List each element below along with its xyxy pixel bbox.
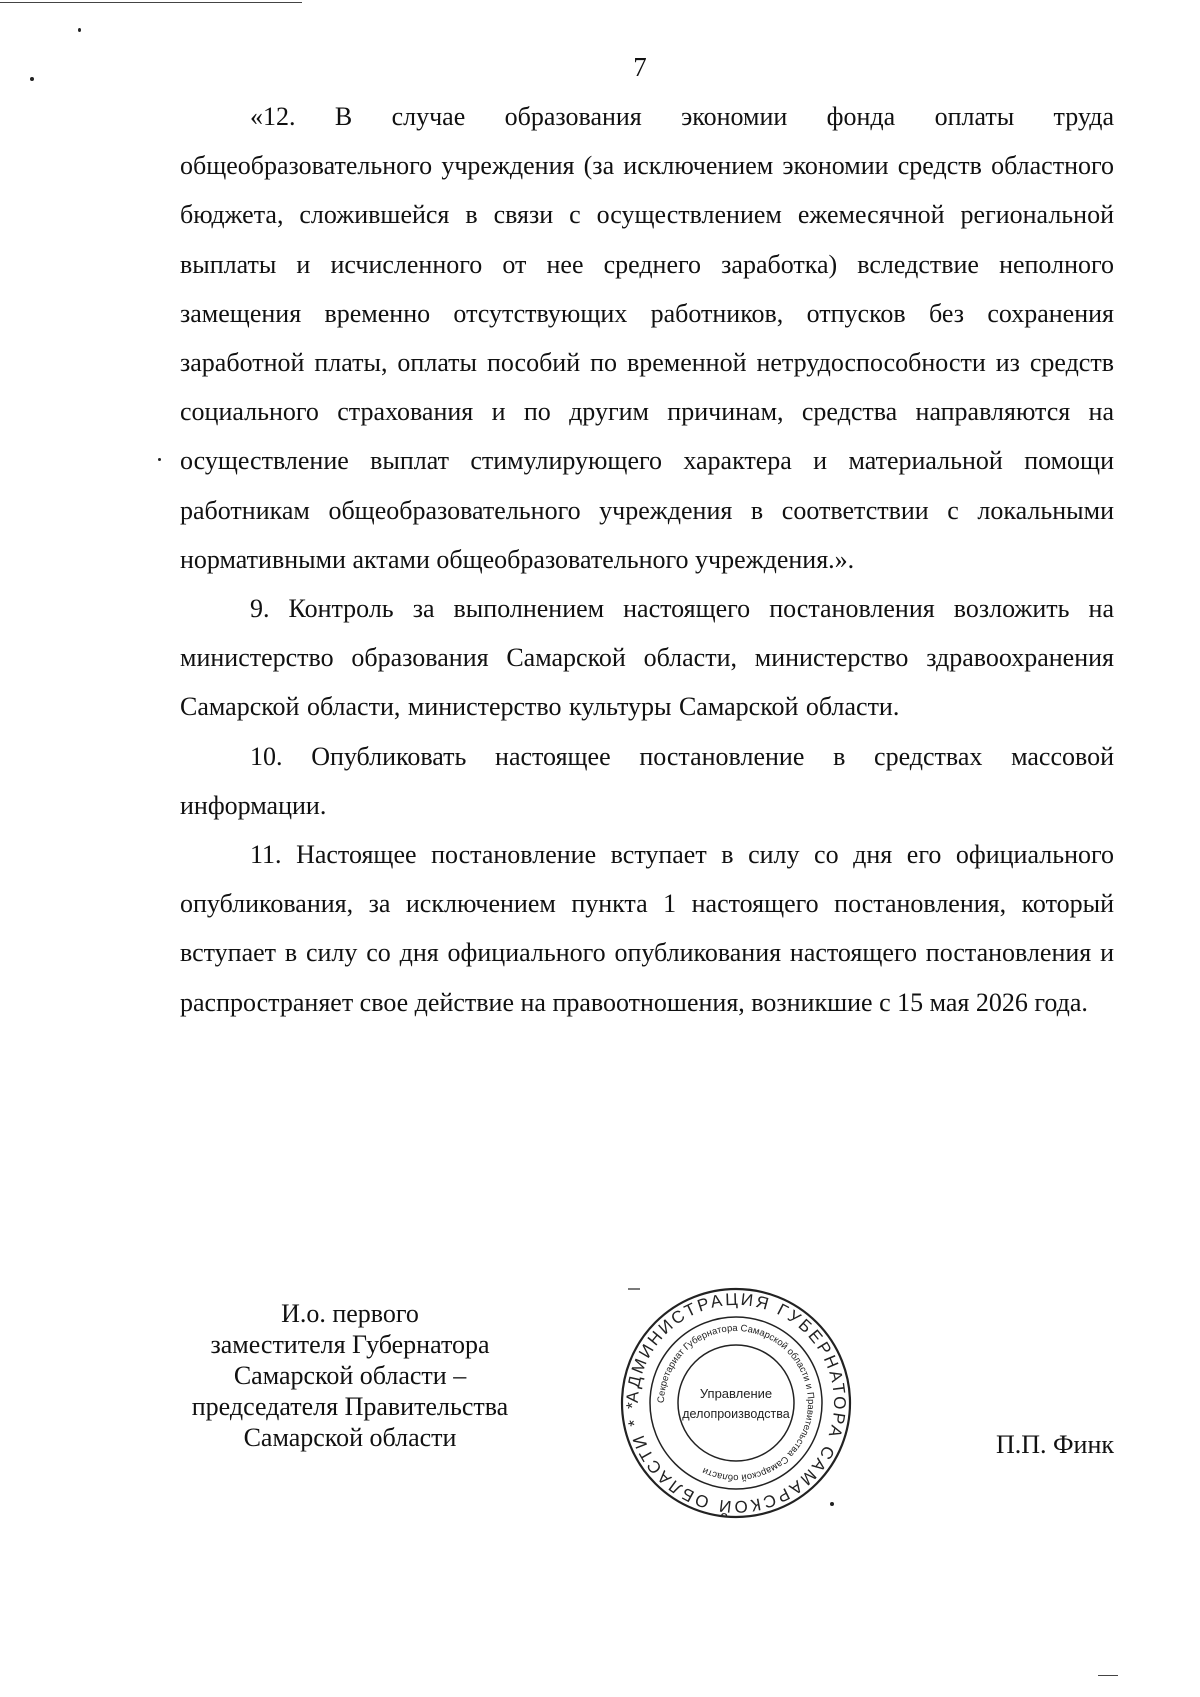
seal-outer-text: АДМИНИСТРАЦИЯ ГУБЕРНАТОРА САМАРСКОЙ ОБЛАСТИ * * — [622, 1289, 850, 1517]
position-line: заместителя Губернатора — [210, 1330, 490, 1359]
position-line: председателя Правительства — [191, 1392, 509, 1421]
seal-inner-text: Секретариат Губернатора Самарской области и Правительства Самарской области — [655, 1322, 817, 1484]
seal-center-line-2: делопроизводства — [682, 1407, 790, 1421]
position-line: Самарской области – — [233, 1361, 467, 1390]
position-line: И.о. первого — [281, 1299, 419, 1328]
paragraph-item-11: 11. Настоящее постановление вступает в силу со дня его официального опубликования, за исключением пункта 1 настоящего постановления, который вступает в силу со дня официального опубликования настоящего постановления и распространяет свое действие на правоотношения, возникшие с 15 мая 2026 года. — [180, 840, 1114, 1017]
paragraph-item-9: 9. Контроль за выполнением настоящего постановления возложить на министерство образования Самарской области, министерство здравоохранения Самарской области, министерство культуры Самарской области. — [180, 594, 1114, 722]
seal-middle-border — [650, 1317, 822, 1489]
seal-center-line-1: Управление — [699, 1386, 773, 1401]
signatory-position — [170, 1298, 530, 1453]
scan-speck — [158, 458, 161, 461]
official-seal — [616, 1283, 856, 1523]
paragraph-item-10: 10. Опубликовать настоящее постановление в средствах массовой информации. — [180, 741, 1114, 820]
document-body — [180, 92, 1114, 1027]
position-line: Самарской области — [243, 1423, 457, 1452]
seal-inner-border — [678, 1345, 794, 1461]
scan-edge-line — [1098, 1675, 1118, 1676]
paragraph-clause-12: «12. В случае образования экономии фонда оплаты труда общеобразовательного учреждения (за исключением экономии средств областного бюджета, сложившейся в связи с осуществлением ежемесячной региональной выплаты и исчисленного от нее среднего заработка) вследствие неполного замещения временно отсутствующих работников, отпусков без сохранения заработной платы, оплаты пособий по временной нетрудоспособности из средств социального страхования и по другим причинам, средства направляются на осуществление выплат стимулирующего характера и материальной помощи работникам общеобразовательного учреждения в соответствии с локальными нормативными актами общеобразовательного учреждения.». — [180, 102, 1114, 574]
scan-speck — [78, 28, 81, 32]
page-number: 7 — [633, 52, 647, 82]
scan-edge-line — [0, 2, 302, 3]
signatory-name: П.П. Финк — [995, 1430, 1114, 1459]
